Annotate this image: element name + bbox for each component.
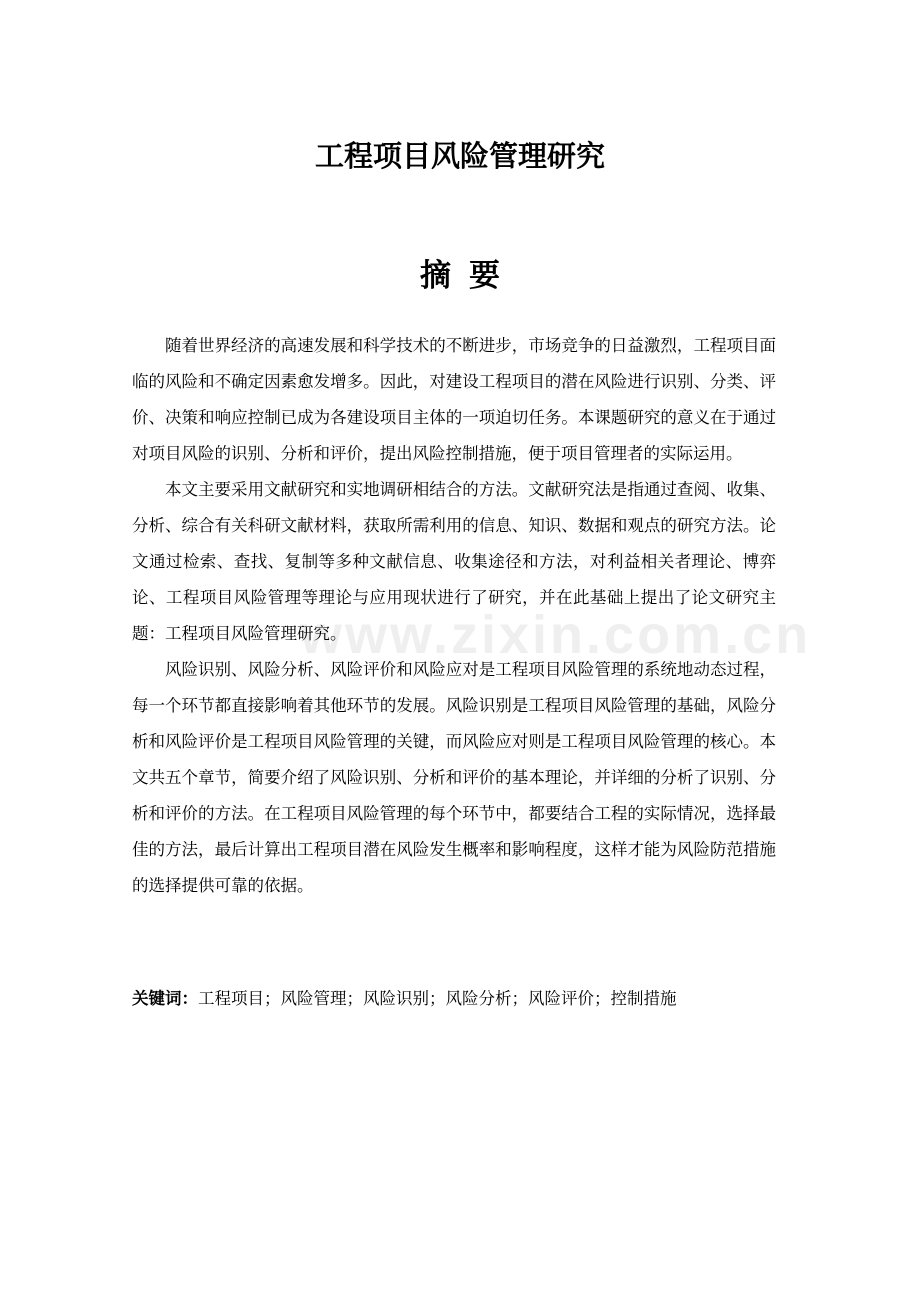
keywords-text: 工程项目；风险管理；风险识别；风险分析；风险评价；控制措施 [198, 989, 677, 1008]
page-title: 工程项目风险管理研究 [314, 139, 605, 173]
abstract-paragraph-1: 随着世界经济的高速发展和科学技术的不断进步，市场竞争的日益激烈，工程项目面临的风险和不确定因素愈发增多。因此，对建设工程项目的潜在风险进行识别、分类、评价、决策和响应控制已成为各建设项目主体的一项迫切任务。本课题研究的意义在于通过对项目风险的识别、分析和评价，提出风险控制措施，便于项目管理者的实际运用。 [132, 336, 776, 463]
abstract-paragraph-2: 本文主要采用文献研究和实地调研相结合的方法。文献研究法是指通过查阅、收集、分析、综合有关科研文献材料，获取所需利用的信息、知识、数据和观点的研究方法。论文通过检索、查找、复制等多种文献信息、收集途径和方法，对利益相关者理论、博弈论、工程项目风险管理等理论与应用现状进行了研究，并在此基础上提出了论文研究主题：工程项目风险管理研究。 [132, 480, 776, 643]
abstract-body [132, 328, 776, 904]
watermark: www.zixin.com.cn [300, 605, 812, 665]
keywords-line [132, 984, 776, 1014]
abstract-paragraph-3: 风险识别、风险分析、风险评价和风险应对是工程项目风险管理的系统地动态过程，每一个环节都直接影响着其他环节的发展。风险识别是工程项目风险管理的基础，风险分析和风险评价是工程项目风险管理的关键，而风险应对则是工程项目风险管理的核心。本文共五个章节，简要介绍了风险识别、分析和评价的基本理论，并详细的分析了识别、分析和评价的方法。在工程项目风险管理的每个环节中，都要结合工程的实际情况，选择最佳的方法，最后计算出工程项目潜在风险发生概率和影响程度，这样才能为风险防范措施的选择提供可靠的依据。 [132, 660, 776, 895]
abstract-heading: 摘要 [420, 258, 518, 294]
keywords-label: 关键词： [132, 989, 198, 1008]
